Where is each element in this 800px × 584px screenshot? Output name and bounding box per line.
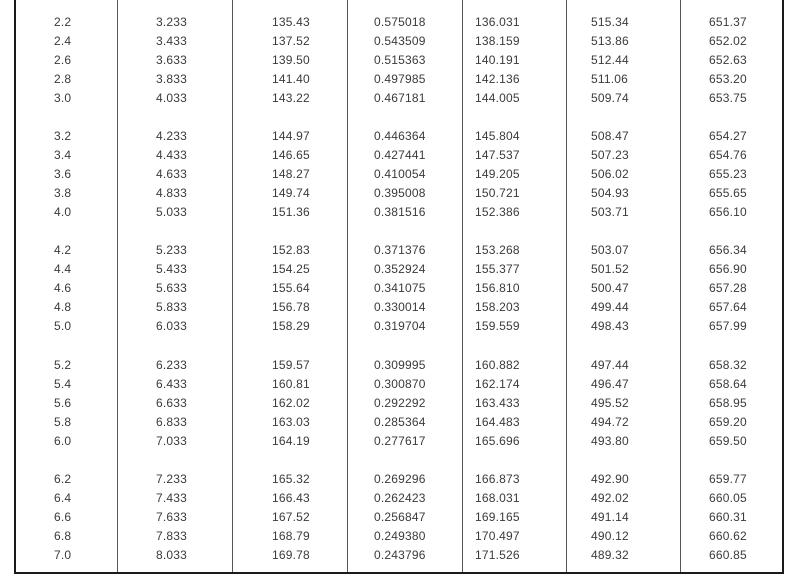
table-cell-col2: 4.433 [156, 148, 188, 162]
table-cell-col6: 513.86 [591, 34, 629, 48]
table-cell-col6: 512.44 [591, 53, 629, 67]
table-cell-col6: 495.52 [591, 396, 629, 410]
table-cell-col3: 146.65 [272, 148, 310, 162]
table-cell-col2: 6.233 [156, 358, 188, 372]
table-cell-col5: 140.191 [475, 53, 520, 67]
table-cell-col7: 660.62 [709, 529, 747, 543]
table-cell-col7: 654.76 [709, 148, 747, 162]
table-cell-col5: 159.559 [475, 319, 520, 333]
table-cell-col6: 504.93 [591, 186, 629, 200]
table-cell-col3: 167.52 [272, 510, 310, 524]
table-cell-col3: 156.78 [272, 300, 310, 314]
table-cell-col7: 652.02 [709, 34, 747, 48]
table-cell-col5: 149.205 [475, 167, 520, 181]
table-cell-col4: 0.262423 [374, 491, 426, 505]
table-cell-col7: 658.95 [709, 396, 747, 410]
table-cell-col5: 170.497 [475, 529, 520, 543]
table-cell-col6: 503.07 [591, 243, 629, 257]
table-cell-col2: 3.633 [156, 53, 188, 67]
table-cell-col1: 6.6 [54, 510, 72, 524]
table-cell-col3: 139.50 [272, 53, 310, 67]
table-cell-col3: 168.79 [272, 529, 310, 543]
table-cell-col3: 152.83 [272, 243, 310, 257]
table-cell-col2: 3.433 [156, 34, 188, 48]
table-cell-col6: 496.47 [591, 377, 629, 391]
table-cell-col7: 652.63 [709, 53, 747, 67]
table-cell-col1: 2.6 [54, 53, 72, 67]
table-cell-col4: 0.575018 [374, 15, 426, 29]
table-cell-col3: 160.81 [272, 377, 310, 391]
table-cell-col6: 503.71 [591, 205, 629, 219]
table-cell-col1: 3.2 [54, 129, 72, 143]
table-cell-col7: 657.28 [709, 281, 747, 295]
table-cell-col3: 144.97 [272, 129, 310, 143]
table-cell-col1: 4.8 [54, 300, 72, 314]
table-cell-col4: 0.292292 [374, 396, 426, 410]
table-cell-col5: 171.526 [475, 548, 520, 562]
table-cell-col3: 158.29 [272, 319, 310, 333]
table-cell-col3: 149.74 [272, 186, 310, 200]
table-cell-col6: 492.90 [591, 472, 629, 486]
table-cell-col5: 166.873 [475, 472, 520, 486]
table-cell-col7: 660.31 [709, 510, 747, 524]
table-cell-col6: 491.14 [591, 510, 629, 524]
table-cell-col5: 144.005 [475, 91, 520, 105]
table-cell-col5: 155.377 [475, 262, 520, 276]
table-cell-col6: 490.12 [591, 529, 629, 543]
table-cell-col2: 4.833 [156, 186, 188, 200]
table-cell-col5: 164.483 [475, 415, 520, 429]
table-cell-col5: 147.537 [475, 148, 520, 162]
table-cell-col2: 4.633 [156, 167, 188, 181]
table-cell-col3: 135.43 [272, 15, 310, 29]
table-cell-col1: 3.4 [54, 148, 72, 162]
table-cell-col3: 166.43 [272, 491, 310, 505]
table-cell-col7: 653.20 [709, 72, 747, 86]
column-divider [232, 0, 233, 572]
table-cell-col7: 657.64 [709, 300, 747, 314]
table-cell-col4: 0.309995 [374, 358, 426, 372]
table-cell-col7: 659.20 [709, 415, 747, 429]
table-cell-col5: 165.696 [475, 434, 520, 448]
table-cell-col5: 150.721 [475, 186, 520, 200]
table-cell-col2: 5.633 [156, 281, 188, 295]
table-cell-col3: 155.64 [272, 281, 310, 295]
table-cell-col2: 7.433 [156, 491, 188, 505]
table-cell-col5: 152.386 [475, 205, 520, 219]
table-cell-col4: 0.249380 [374, 529, 426, 543]
table-cell-col4: 0.277617 [374, 434, 426, 448]
table-cell-col2: 5.833 [156, 300, 188, 314]
table-cell-col5: 156.810 [475, 281, 520, 295]
table-cell-col2: 4.033 [156, 91, 188, 105]
table-cell-col5: 169.165 [475, 510, 520, 524]
table-cell-col1: 5.2 [54, 358, 72, 372]
table-cell-col4: 0.352924 [374, 262, 426, 276]
table-cell-col6: 507.23 [591, 148, 629, 162]
table-cell-col3: 164.19 [272, 434, 310, 448]
table-cell-col6: 497.44 [591, 358, 629, 372]
table-cell-col2: 7.633 [156, 510, 188, 524]
table-cell-col6: 492.02 [591, 491, 629, 505]
table-cell-col7: 658.64 [709, 377, 747, 391]
table-cell-col3: 159.57 [272, 358, 310, 372]
table-cell-col1: 6.2 [54, 472, 72, 486]
table-cell-col7: 655.65 [709, 186, 747, 200]
table-cell-col7: 657.99 [709, 319, 747, 333]
column-divider [117, 0, 118, 572]
table-cell-col4: 0.497985 [374, 72, 426, 86]
table-cell-col7: 656.34 [709, 243, 747, 257]
table-cell-col4: 0.446364 [374, 129, 426, 143]
table-cell-col1: 3.6 [54, 167, 72, 181]
column-divider [566, 0, 567, 572]
table-cell-col3: 163.03 [272, 415, 310, 429]
table-cell-col1: 5.6 [54, 396, 72, 410]
table-cell-col7: 659.50 [709, 434, 747, 448]
table-cell-col7: 656.90 [709, 262, 747, 276]
table-cell-col6: 499.44 [591, 300, 629, 314]
table-cell-col4: 0.410054 [374, 167, 426, 181]
table-cell-col1: 4.6 [54, 281, 72, 295]
table-cell-col7: 658.32 [709, 358, 747, 372]
table-cell-col5: 162.174 [475, 377, 520, 391]
table-cell-col4: 0.467181 [374, 91, 426, 105]
table-cell-col2: 7.833 [156, 529, 188, 543]
table-cell-col3: 151.36 [272, 205, 310, 219]
table-cell-col1: 3.0 [54, 91, 72, 105]
table-cell-col1: 5.8 [54, 415, 72, 429]
table-cell-col5: 138.159 [475, 34, 520, 48]
table-cell-col3: 169.78 [272, 548, 310, 562]
table-cell-col2: 5.433 [156, 262, 188, 276]
table-cell-col1: 2.2 [54, 15, 72, 29]
table-cell-col3: 137.52 [272, 34, 310, 48]
table-cell-col5: 142.136 [475, 72, 520, 86]
table-cell-col2: 6.433 [156, 377, 188, 391]
table-cell-col7: 660.05 [709, 491, 747, 505]
table-cell-col6: 494.72 [591, 415, 629, 429]
table-cell-col3: 162.02 [272, 396, 310, 410]
table-cell-col2: 5.233 [156, 243, 188, 257]
table-cell-col6: 508.47 [591, 129, 629, 143]
table-cell-col6: 489.32 [591, 548, 629, 562]
table-cell-col4: 0.341075 [374, 281, 426, 295]
table-cell-col1: 3.8 [54, 186, 72, 200]
table-cell-col3: 165.32 [272, 472, 310, 486]
table-cell-col4: 0.319704 [374, 319, 426, 333]
table-cell-col1: 5.4 [54, 377, 72, 391]
table-cell-col4: 0.427441 [374, 148, 426, 162]
table-cell-col6: 506.02 [591, 167, 629, 181]
table-cell-col2: 7.233 [156, 472, 188, 486]
column-divider [680, 0, 681, 572]
table-cell-col5: 145.804 [475, 129, 520, 143]
table-cell-col6: 500.47 [591, 281, 629, 295]
table-cell-col5: 158.203 [475, 300, 520, 314]
table-cell-col1: 4.0 [54, 205, 72, 219]
table-cell-col5: 160.882 [475, 358, 520, 372]
table-cell-col6: 501.52 [591, 262, 629, 276]
table-cell-col4: 0.371376 [374, 243, 426, 257]
table-cell-col6: 493.80 [591, 434, 629, 448]
table-cell-col6: 515.34 [591, 15, 629, 29]
table-cell-col6: 511.06 [591, 72, 629, 86]
table-cell-col7: 655.23 [709, 167, 747, 181]
table-cell-col1: 6.4 [54, 491, 72, 505]
table-cell-col1: 2.4 [54, 34, 72, 48]
table-cell-col2: 7.033 [156, 434, 188, 448]
table-cell-col7: 654.27 [709, 129, 747, 143]
table-cell-col2: 6.633 [156, 396, 188, 410]
table-cell-col2: 6.833 [156, 415, 188, 429]
table-cell-col3: 148.27 [272, 167, 310, 181]
table-cell-col1: 6.0 [54, 434, 72, 448]
table-cell-col4: 0.243796 [374, 548, 426, 562]
table-cell-col6: 509.74 [591, 91, 629, 105]
column-divider [347, 0, 348, 572]
table-cell-col1: 5.0 [54, 319, 72, 333]
table-cell-col5: 168.031 [475, 491, 520, 505]
table-cell-col2: 3.833 [156, 72, 188, 86]
column-divider [462, 0, 463, 572]
table-cell-col3: 141.40 [272, 72, 310, 86]
table-cell-col7: 653.75 [709, 91, 747, 105]
table-cell-col7: 651.37 [709, 15, 747, 29]
table-cell-col4: 0.395008 [374, 186, 426, 200]
table-cell-col3: 143.22 [272, 91, 310, 105]
table-cell-col1: 6.8 [54, 529, 72, 543]
table-cell-col3: 154.25 [272, 262, 310, 276]
table-cell-col1: 2.8 [54, 72, 72, 86]
steam-table [14, 0, 784, 574]
table-cell-col2: 5.033 [156, 205, 188, 219]
table-cell-col7: 659.77 [709, 472, 747, 486]
table-cell-col5: 163.433 [475, 396, 520, 410]
table-cell-col6: 498.43 [591, 319, 629, 333]
table-cell-col4: 0.330014 [374, 300, 426, 314]
table-cell-col1: 4.2 [54, 243, 72, 257]
table-cell-col2: 8.033 [156, 548, 188, 562]
table-cell-col7: 656.10 [709, 205, 747, 219]
table-cell-col4: 0.285364 [374, 415, 426, 429]
table-cell-col4: 0.515363 [374, 53, 426, 67]
table-cell-col5: 153.268 [475, 243, 520, 257]
table-cell-col4: 0.381516 [374, 205, 426, 219]
table-cell-col2: 4.233 [156, 129, 188, 143]
table-cell-col1: 7.0 [54, 548, 72, 562]
table-cell-col5: 136.031 [475, 15, 520, 29]
table-cell-col2: 6.033 [156, 319, 188, 333]
table-cell-col4: 0.543509 [374, 34, 426, 48]
table-cell-col4: 0.269296 [374, 472, 426, 486]
table-cell-col4: 0.256847 [374, 510, 426, 524]
table-cell-col7: 660.85 [709, 548, 747, 562]
table-cell-col1: 4.4 [54, 262, 72, 276]
table-cell-col2: 3.233 [156, 15, 188, 29]
table-cell-col4: 0.300870 [374, 377, 426, 391]
